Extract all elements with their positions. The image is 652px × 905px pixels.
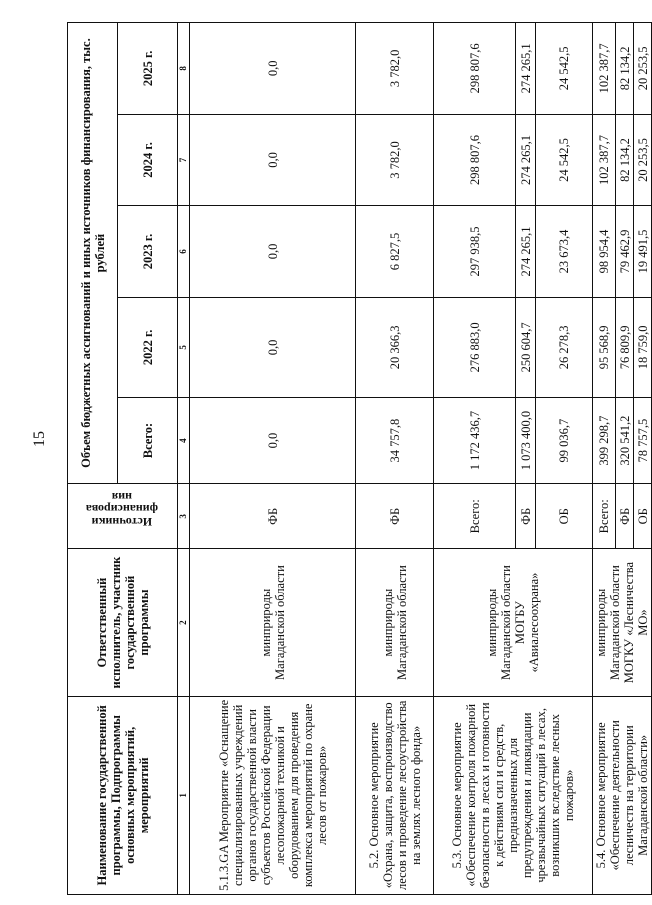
header-executor-column: Ответственный исполнитель, участник государственной программы — [68, 549, 178, 696]
value-cell-2024: 298 807,6 — [434, 114, 516, 206]
header-source-line-1: Источники — [91, 515, 153, 530]
value-cell-2024: 3 782,0 — [356, 114, 434, 206]
table-row — [434, 23, 516, 895]
value-cell-2024: 0,0 — [190, 114, 356, 206]
value-cell-total: 1 172 436,7 — [434, 398, 516, 484]
column-number: 1 — [178, 696, 190, 894]
value-cell-2025: 102 387,7 — [593, 23, 616, 115]
value-cell-2023: 23 673,4 — [536, 206, 593, 298]
value-cell-total: 34 757,8 — [356, 398, 434, 484]
value-cell-2022: 20 366,3 — [356, 297, 434, 397]
source-cell: ФБ — [616, 484, 634, 549]
header-name-column: Наименование государственной программы, Подпрограммы основных мероприятий, мероприятий — [68, 696, 178, 894]
header-source-column — [68, 484, 178, 549]
source-cell: ФБ — [356, 484, 434, 549]
value-cell-total: 0,0 — [190, 398, 356, 484]
page-number: 15 — [31, 431, 48, 447]
row-name-cell: 5.4. Основное мероприятие «Обеспечение деятельности лесничеств на территории Магаданской области» — [593, 696, 652, 894]
value-cell-2022: 0,0 — [190, 297, 356, 397]
value-cell-2022: 26 278,3 — [536, 297, 593, 397]
value-cell-2022: 95 568,9 — [593, 297, 616, 397]
financing-table — [67, 22, 652, 895]
row-executor-cell: минприроды Магаданской области МОГБУ «Авиалесоохрана» — [434, 549, 593, 696]
value-cell-2025: 0,0 — [190, 23, 356, 115]
header-funding-group: Объем бюджетных ассигнований и иных источников финансирования, тыс. рублей — [68, 23, 118, 484]
value-cell-2025: 298 807,6 — [434, 23, 516, 115]
rotated-table-frame — [67, 22, 650, 895]
header-source-line-3: ния — [111, 490, 133, 505]
header-source-line-2: финансирова — [86, 502, 159, 517]
value-cell-2023: 0,0 — [190, 206, 356, 298]
header-total: Всего: — [118, 398, 178, 484]
column-number: 2 — [178, 549, 190, 696]
table-row — [593, 23, 616, 895]
header-year-2022: 2022 г. — [118, 297, 178, 397]
value-cell-2023: 297 938,5 — [434, 206, 516, 298]
value-cell-2025: 24 542,5 — [536, 23, 593, 115]
column-number: 4 — [178, 398, 190, 484]
value-cell-2023: 19 491,5 — [634, 206, 652, 298]
source-cell: ФБ — [190, 484, 356, 549]
value-cell-2024: 102 387,7 — [593, 114, 616, 206]
value-cell-2025: 82 134,2 — [616, 23, 634, 115]
value-cell-2023: 274 265,1 — [516, 206, 536, 298]
source-cell: ФБ — [516, 484, 536, 549]
source-cell: ОБ — [536, 484, 593, 549]
value-cell-2025: 3 782,0 — [356, 23, 434, 115]
row-executor-cell: минприроды Магаданской области — [356, 549, 434, 696]
value-cell-2022: 276 883,0 — [434, 297, 516, 397]
column-number: 6 — [178, 206, 190, 298]
table-row — [356, 23, 434, 895]
value-cell-2023: 6 827,5 — [356, 206, 434, 298]
column-number: 8 — [178, 23, 190, 115]
header-year-2024: 2024 г. — [118, 114, 178, 206]
value-cell-2022: 18 759,0 — [634, 297, 652, 397]
source-cell: Всего: — [434, 484, 516, 549]
column-number: 3 — [178, 484, 190, 549]
header-year-2023: 2023 г. — [118, 206, 178, 298]
source-cell: Всего: — [593, 484, 616, 549]
value-cell-total: 78 757,5 — [634, 398, 652, 484]
value-cell-total: 99 036,7 — [536, 398, 593, 484]
row-name-cell: 5.1.3.GA Мероприятие «Оснащение специализированных учреждений органов государственной власти субъектов Российской Федерации лесопожарной техникой и оборудованием для проведения комплекса мероприятий по охране лесов от пожаров» — [190, 696, 356, 894]
value-cell-2023: 98 954,4 — [593, 206, 616, 298]
source-cell: ОБ — [634, 484, 652, 549]
row-name-cell: 5.2. Основное мероприятие «Охрана, защита, воспроизводство лесов и проведение лесоустройства на землях лесного фонда» — [356, 696, 434, 894]
column-number: 7 — [178, 114, 190, 206]
value-cell-2025: 20 253,5 — [634, 23, 652, 115]
value-cell-total: 399 298,7 — [593, 398, 616, 484]
value-cell-2022: 76 809,9 — [616, 297, 634, 397]
row-executor-cell: минприроды Магаданской области МОГКУ «Лесничества МО» — [593, 549, 652, 696]
value-cell-2024: 82 134,2 — [616, 114, 634, 206]
header-year-2025: 2025 г. — [118, 23, 178, 115]
value-cell-2023: 79 462,9 — [616, 206, 634, 298]
table-row — [190, 23, 356, 895]
value-cell-2022: 250 604,7 — [516, 297, 536, 397]
value-cell-2024: 24 542,5 — [536, 114, 593, 206]
value-cell-2025: 274 265,1 — [516, 23, 536, 115]
value-cell-total: 1 073 400,0 — [516, 398, 536, 484]
value-cell-2024: 20 253,5 — [634, 114, 652, 206]
value-cell-2024: 274 265,1 — [516, 114, 536, 206]
column-number: 5 — [178, 297, 190, 397]
row-name-cell: 5.3. Основное мероприятие «Обеспечение контроля пожарной безопасности в лесах и готовности к действиям сил и средств, предназначенных для предупреждения и ликвидации чрезвычайных ситуаций в лесах, возникших вследствие лесных пожаров» — [434, 696, 593, 894]
row-executor-cell: минприроды Магаданской области — [190, 549, 356, 696]
value-cell-total: 320 541,2 — [616, 398, 634, 484]
